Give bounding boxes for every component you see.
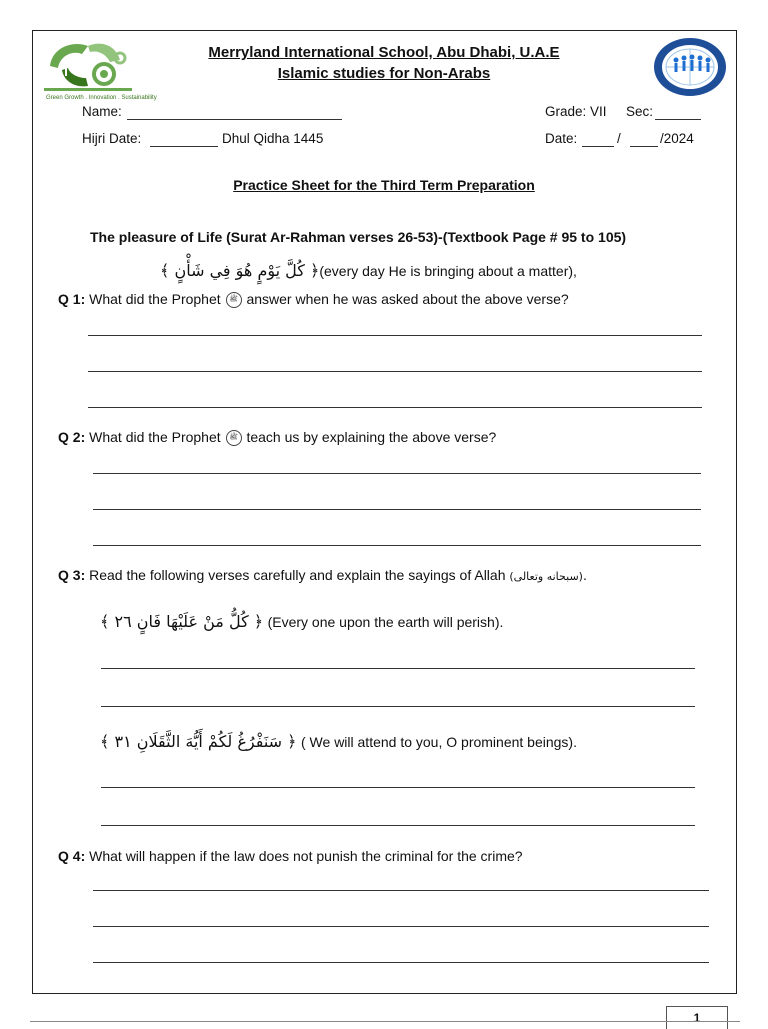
- date-slash: /: [617, 131, 621, 146]
- q3-text-end: .: [582, 567, 587, 583]
- question-2: [58, 429, 496, 446]
- question-3: [58, 567, 587, 583]
- answer-line[interactable]: [93, 545, 701, 546]
- q3-text-start: Read the following verses carefully and explain the sayings of Allah: [89, 567, 506, 583]
- date-month-line[interactable]: [630, 146, 658, 147]
- verse-1-translation: (Every one upon the earth will perish).: [267, 614, 504, 630]
- date-label: Date:: [545, 131, 578, 146]
- q1-text-end: answer when he was asked about the above verse?: [246, 291, 569, 307]
- answer-line[interactable]: [88, 407, 702, 408]
- date-year: /2024: [660, 131, 694, 146]
- sec-label: Sec:: [626, 104, 654, 119]
- answer-line[interactable]: [93, 962, 709, 963]
- answer-line[interactable]: [101, 787, 695, 788]
- question-4: [58, 848, 523, 864]
- name-label: Name:: [82, 104, 122, 119]
- q4-text: What will happen if the law does not punish the criminal for the crime?: [89, 848, 523, 864]
- answer-line[interactable]: [88, 371, 702, 372]
- answer-line[interactable]: [93, 509, 701, 510]
- sheet-title: Practice Sheet for the Third Term Preparation: [233, 177, 535, 193]
- grade-label: Grade: VII: [545, 104, 607, 119]
- answer-line[interactable]: [93, 473, 701, 474]
- q2-number: Q 2:: [58, 429, 86, 445]
- q1-text-start: What did the Prophet: [89, 291, 221, 307]
- verse-2: [100, 732, 577, 752]
- hijri-month: Dhul Qidha 1445: [222, 131, 324, 146]
- verse-2-arabic: ﴿ سَنَفْرُغُ لَكُمْ أَيُّهَ الثَّقَلَانِ ٣١ ﴾: [100, 732, 297, 751]
- q2-text-end: teach us by explaining the above verse?: [246, 429, 497, 445]
- answer-line[interactable]: [101, 706, 695, 707]
- intro-verse-translation: (every day He is bringing about a matter),: [319, 263, 577, 279]
- answer-line[interactable]: [101, 825, 695, 826]
- verse-1: [100, 612, 503, 632]
- q4-number: Q 4:: [58, 848, 86, 864]
- school-title: Merryland International School, Abu Dhabi, U.A.E: [208, 44, 560, 61]
- answer-line[interactable]: [101, 668, 695, 669]
- hijri-field-line[interactable]: [150, 146, 218, 147]
- subject-title: Islamic studies for Non-Arabs: [277, 65, 491, 82]
- logo-caption: Green Growth . Innovation . Sustainability: [46, 95, 157, 101]
- lesson-title: The pleasure of Life (Surat Ar-Rahman verses 26-53)-(Textbook Page # 95 to 105): [90, 229, 627, 245]
- q3-number: Q 3:: [58, 567, 86, 583]
- answer-line[interactable]: [88, 335, 702, 336]
- q3-arabic: (سبحانه وتعالى): [509, 570, 583, 583]
- hijri-label: Hijri Date:: [82, 131, 142, 146]
- footer-line: [30, 1021, 740, 1022]
- answer-line[interactable]: [93, 890, 709, 891]
- verse-2-translation: ( We will attend to you, O prominent beings).: [301, 734, 577, 750]
- verse-1-arabic: ﴿ كُلُّ مَنْ عَلَيْهَا فَانٍ ٢٦ ﴾: [100, 612, 264, 631]
- page-number: 1: [666, 1006, 728, 1029]
- intro-verse-arabic: ﴿ كُلَّ يَوْمٍ هُوَ فِي شَأْنٍ ﴾: [160, 261, 320, 280]
- sec-field-line[interactable]: [655, 119, 701, 120]
- intro-verse: [160, 261, 577, 281]
- pbuh-icon: ﷺ: [226, 292, 242, 308]
- date-day-line[interactable]: [582, 146, 614, 147]
- pbuh-icon: ﷺ: [226, 430, 242, 446]
- answer-line[interactable]: [93, 926, 709, 927]
- name-field-line[interactable]: [127, 119, 342, 120]
- q2-text-start: What did the Prophet: [89, 429, 221, 445]
- question-1: [58, 291, 569, 308]
- q1-number: Q 1:: [58, 291, 86, 307]
